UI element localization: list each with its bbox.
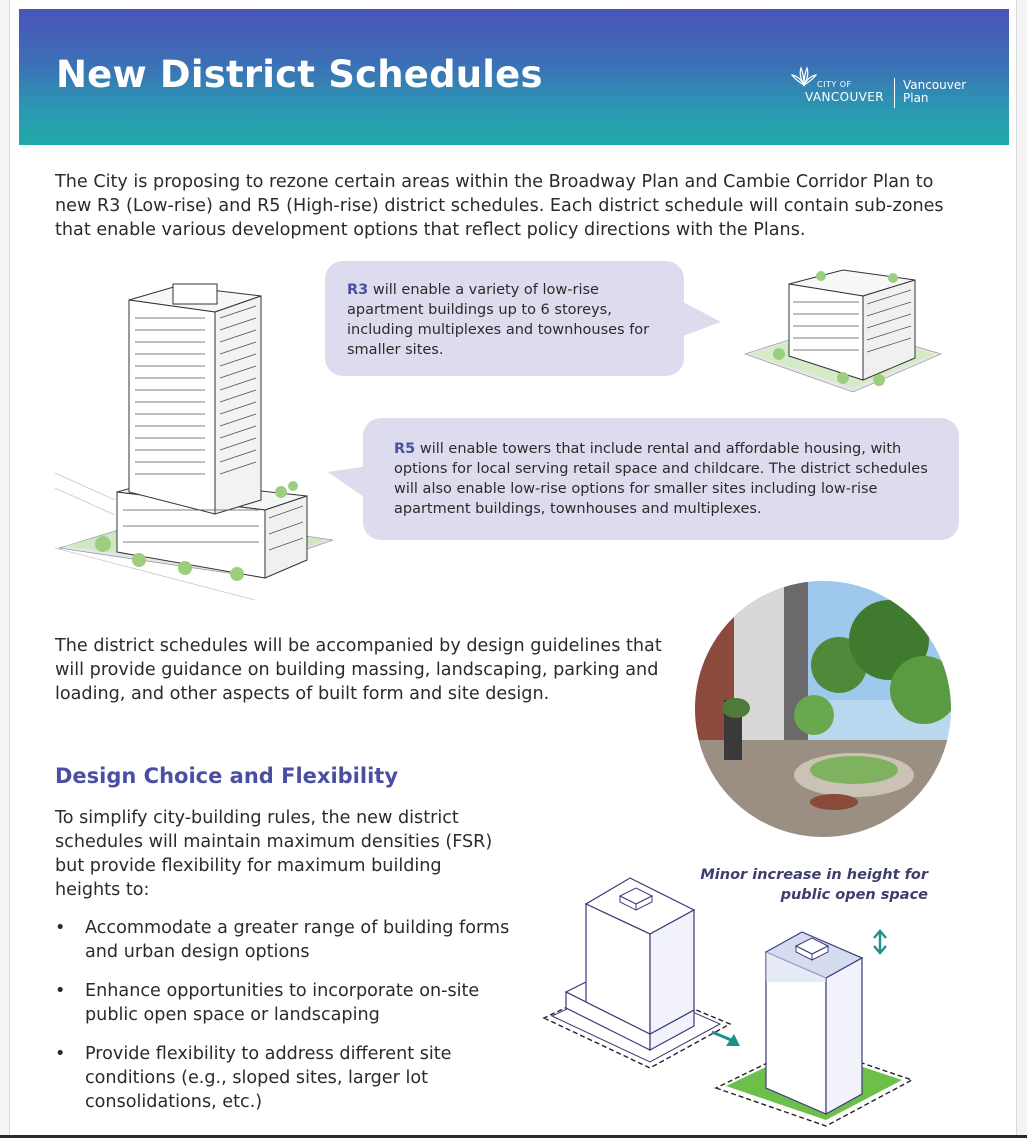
logo-plan-line2: Plan bbox=[903, 91, 929, 105]
tower-illustration bbox=[55, 278, 345, 600]
flower-logo-icon bbox=[791, 65, 817, 89]
bullet-text: Provide flexibility to address different site conditions (e.g., sloped sites, larger lot consolidations, etc.) bbox=[85, 1044, 452, 1112]
intro-paragraph: The City is proposing to rezone certain areas within the Broadway Plan and Cambie Corridor Plan to new R3 (Low-rise) and R5 (High-rise) district schedules. Each district schedule will contain sub-zones that enable various development options that reflect policy directions with the Plans. bbox=[55, 172, 944, 240]
teal-arrow-icon bbox=[712, 1032, 740, 1046]
flexibility-intro: To simplify city-building rules, the new district schedules will maintain maximum densities (FSR) but provide flexibility for maximum building heights to: bbox=[55, 808, 493, 900]
page-title: New District Schedules bbox=[56, 53, 543, 96]
city-logo bbox=[791, 65, 991, 109]
bullet-text: Accommodate a greater range of building forms and urban design options bbox=[85, 918, 510, 962]
bullet-icon: • bbox=[55, 918, 66, 938]
r5-code: R5 bbox=[394, 441, 416, 457]
viewer-right-edge bbox=[1016, 0, 1027, 1138]
diagram-caption: Minor increase in height for public open space bbox=[700, 867, 928, 903]
r5-callout bbox=[363, 418, 959, 540]
r5-callout-pointer bbox=[328, 466, 368, 500]
public-space-photo bbox=[694, 580, 952, 838]
list-item bbox=[55, 1042, 525, 1114]
guidelines-paragraph: The district schedules will be accompanied by design guidelines that will provide guidance on building massing, landscaping, parking and loading, and other aspects of built form and site design. bbox=[55, 636, 662, 704]
r3-description: will enable a variety of low-rise apartment buildings up to 6 storeys, including multiplexes and townhouses for smaller sites. bbox=[347, 282, 650, 358]
bullet-icon: • bbox=[55, 1044, 66, 1064]
r5-description: will enable towers that include rental and affordable housing, with options for local serving retail space and childcare. The district schedules will also enable low-rise options for smaller sites including low-rise apartment buildings, townhouses and multiplexes. bbox=[394, 441, 928, 517]
r3-callout-pointer bbox=[683, 302, 723, 336]
r3-callout bbox=[325, 261, 684, 376]
bullet-icon: • bbox=[55, 981, 66, 1001]
r3-code: R3 bbox=[347, 282, 369, 298]
bullet-text: Enhance opportunities to incorporate on-site public open space or landscaping bbox=[85, 981, 480, 1025]
r3-callout-text bbox=[347, 280, 667, 360]
logo-city-of: CITY OF bbox=[817, 80, 852, 89]
list-item bbox=[55, 916, 525, 964]
section-heading: Design Choice and Flexibility bbox=[55, 764, 399, 788]
viewer-left-edge bbox=[0, 0, 10, 1138]
header-banner bbox=[19, 9, 1009, 145]
height-arrow-icon bbox=[874, 931, 886, 953]
list-item bbox=[55, 979, 525, 1027]
flexibility-bullet-list bbox=[55, 916, 525, 1129]
logo-plan-line1: Vancouver bbox=[903, 78, 967, 92]
logo-vancouver: VANCOUVER bbox=[805, 90, 884, 104]
lowrise-building-illustration bbox=[743, 262, 943, 402]
r5-callout-text bbox=[394, 439, 946, 519]
massing-diagram bbox=[540, 862, 920, 1132]
logo-divider bbox=[894, 78, 895, 108]
